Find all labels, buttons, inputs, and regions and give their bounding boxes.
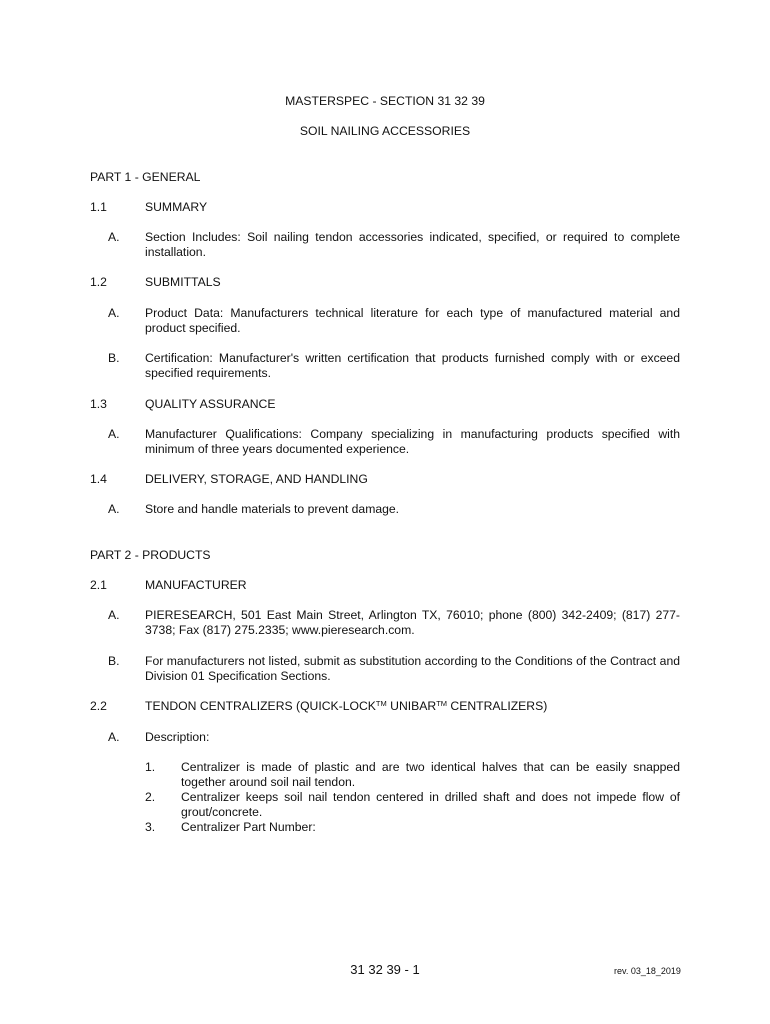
paragraph-text: Store and handle materials to prevent damage. bbox=[145, 502, 400, 516]
paragraph-letter: B. bbox=[108, 351, 120, 365]
list-item-number: 3. bbox=[145, 820, 156, 834]
paragraph-letter: A. bbox=[108, 608, 120, 622]
paragraph-text: Product Data: Manufacturers technical literature for each type of manufactured material and product specified. bbox=[145, 306, 680, 335]
paragraph-letter: A. bbox=[108, 730, 120, 744]
article-number: 1.2 bbox=[90, 275, 107, 289]
page-number: 31 32 39 - 1 bbox=[350, 962, 420, 977]
part-2-heading: PART 2 - PRODUCTS bbox=[90, 548, 211, 562]
article-number: 1.4 bbox=[90, 472, 107, 486]
list-item-number: 1. bbox=[145, 760, 156, 774]
paragraph-text: Manufacturer Qualifications: Company specializing in manufacturing products specified with minimum of three years documented experience. bbox=[145, 427, 680, 456]
article-title: SUBMITTALS bbox=[145, 275, 221, 289]
article-number: 2.1 bbox=[90, 578, 107, 592]
trademark-mark: TM bbox=[436, 699, 448, 708]
trademark-mark: TM bbox=[375, 699, 387, 708]
article-title: DELIVERY, STORAGE, AND HANDLING bbox=[145, 472, 368, 486]
list-item-text: Centralizer keeps soil nail tendon centered in drilled shaft and does not impede flow of grout/concrete. bbox=[181, 790, 680, 819]
paragraph-letter: A. bbox=[108, 230, 120, 244]
paragraph-text: For manufacturers not listed, submit as substitution according to the Conditions of the Contract and Division 01 Specification Sections. bbox=[145, 654, 680, 683]
article-title: QUALITY ASSURANCE bbox=[145, 397, 276, 411]
revision-date: rev. 03_18_2019 bbox=[614, 966, 681, 976]
article-title: TENDON CENTRALIZERS (QUICK-LOCK™ UNIBAR™ CENTRALIZERS) bbox=[145, 699, 548, 713]
article-title: SUMMARY bbox=[145, 200, 208, 214]
list-item-text: Centralizer is made of plastic and are two identical halves that can be easily snapped together around soil nail tendon. bbox=[181, 760, 680, 789]
article-number: 1.1 bbox=[90, 200, 107, 214]
list-item-number: 2. bbox=[145, 790, 156, 804]
part-1-heading: PART 1 - GENERAL bbox=[90, 170, 201, 184]
paragraph-text: Description: bbox=[145, 730, 210, 744]
paragraph-text: Certification: Manufacturer's written certification that products furnished comply with or exceed specified requirements. bbox=[145, 351, 680, 380]
paragraph-text: PIERESEARCH, 501 East Main Street, Arlington TX, 76010; phone (800) 342-2409; (817) 277-3738; Fax (817) 275.2335; www.pieresearch.com. bbox=[145, 608, 680, 637]
paragraph-letter: A. bbox=[108, 427, 120, 441]
paragraph-letter: B. bbox=[108, 654, 120, 668]
paragraph-letter: A. bbox=[108, 306, 120, 320]
paragraph-letter: A. bbox=[108, 502, 120, 516]
article-number: 2.2 bbox=[90, 699, 107, 713]
list-item-text: Centralizer Part Number: bbox=[181, 820, 316, 834]
paragraph-text: Section Includes: Soil nailing tendon accessories indicated, specified, or required to complete installation. bbox=[145, 230, 680, 259]
article-title: MANUFACTURER bbox=[145, 578, 247, 592]
article-number: 1.3 bbox=[90, 397, 107, 411]
section-header: MASTERSPEC - SECTION 31 32 39 bbox=[285, 94, 485, 108]
section-title: SOIL NAILING ACCESSORIES bbox=[299, 124, 471, 138]
